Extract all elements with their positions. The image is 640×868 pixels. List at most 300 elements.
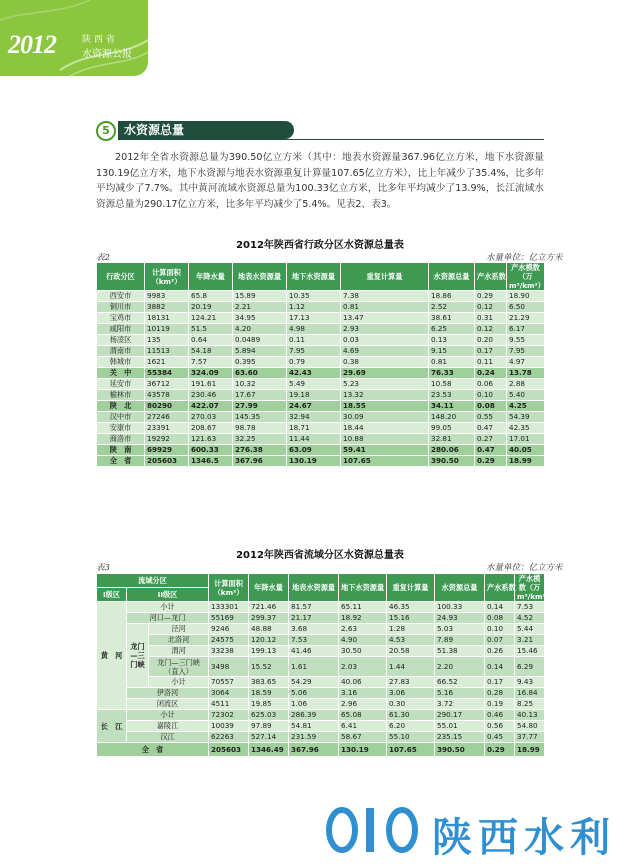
t3-value-cell: 61.30 (387, 710, 435, 721)
t2-value-cell: 0.47 (475, 423, 507, 434)
table-row (97, 390, 545, 401)
t2-value-cell: 191.61 (189, 379, 233, 390)
t2-value-cell: 17.67 (233, 390, 287, 401)
t2-value-cell: 38.61 (429, 313, 475, 324)
table-row (97, 412, 545, 423)
t3-value-cell: 7.89 (435, 635, 485, 646)
t3-value-cell: 54.80 (515, 721, 545, 732)
t2-value-cell: 18131 (145, 313, 189, 324)
t3-value-cell: 54.81 (289, 721, 339, 732)
table-row (97, 657, 545, 677)
t2-value-cell: 4.69 (341, 346, 429, 357)
t2-value-cell: 0.31 (475, 313, 507, 324)
t3-value-cell: 7.53 (289, 635, 339, 646)
t2-value-cell: 24.67 (287, 401, 341, 412)
t3-value-cell: 100.33 (435, 602, 485, 613)
t3-value-cell: 107.65 (387, 743, 435, 757)
t2-value-cell: 0.55 (475, 412, 507, 423)
t3-value-cell: 0.07 (485, 635, 515, 646)
table-row (97, 423, 545, 434)
table3 (96, 573, 553, 757)
t3-value-cell: 4.52 (515, 613, 545, 624)
section-rule (118, 139, 544, 140)
table-row (97, 699, 545, 710)
t2-value-cell: 27246 (145, 412, 189, 423)
t3-value-cell: 0.30 (387, 699, 435, 710)
table-row (97, 721, 545, 732)
t3-value-cell: 0.28 (485, 688, 515, 699)
t2-value-cell: 0.10 (475, 390, 507, 401)
t2-value-cell: 0.47 (475, 445, 507, 456)
t2-value-cell: 4.20 (233, 324, 287, 335)
t2-value-cell: 0.13 (429, 335, 475, 346)
t2-value-cell: 0.27 (475, 434, 507, 445)
t2-value-cell: 43578 (145, 390, 189, 401)
table2-title: 2012年陕西省行政分区水资源总量表 (236, 240, 404, 251)
t2-value-cell: 7.38 (341, 291, 429, 302)
t2-value-cell: 29.69 (341, 368, 429, 379)
table-row (97, 313, 545, 324)
t3-value-cell: 97.89 (249, 721, 289, 732)
t2-value-cell: 208.67 (189, 423, 233, 434)
table-row (97, 302, 545, 313)
t2-value-cell: 34.11 (429, 401, 475, 412)
t3-subregion-cell: 渭河 (149, 646, 209, 657)
t3-group-longmen: 龙门—三门峡 (127, 624, 149, 688)
t3-subregion-cell: 闭流区 (127, 699, 209, 710)
t2-value-cell: 0.38 (341, 357, 429, 368)
t2-region-cell: 全 省 (97, 456, 145, 467)
t2-value-cell: 1346.5 (189, 456, 233, 467)
t3-value-cell: 10039 (209, 721, 249, 732)
t3-value-cell: 2.96 (339, 699, 387, 710)
t2-header: 地表水资源量 (233, 263, 287, 291)
t2-value-cell: 0.81 (341, 302, 429, 313)
t2-value-cell: 4.97 (507, 357, 545, 368)
t3-value-cell: 18.99 (515, 743, 545, 757)
t3-header: 产水模数（万m³/km²） (515, 574, 545, 602)
t3-value-cell: 6.41 (339, 721, 387, 732)
t3-value-cell: 48.88 (249, 624, 289, 635)
t2-value-cell: 121.63 (189, 434, 233, 445)
table-row (97, 434, 545, 445)
t3-value-cell: 54.29 (289, 677, 339, 688)
t2-value-cell: 10.58 (429, 379, 475, 390)
t3-header-level1: I级区 (97, 588, 127, 602)
t2-value-cell: 6.17 (507, 324, 545, 335)
table2-label: 表2 (96, 253, 110, 263)
t2-value-cell: 280.06 (429, 445, 475, 456)
t3-value-cell: 18.92 (339, 613, 387, 624)
t3-value-cell: 8.25 (515, 699, 545, 710)
t2-value-cell: 18.71 (287, 423, 341, 434)
t3-value-cell: 3.68 (289, 624, 339, 635)
t2-value-cell: 99.05 (429, 423, 475, 434)
t2-value-cell: 18.90 (507, 291, 545, 302)
t3-value-cell: 3498 (209, 657, 249, 677)
t2-value-cell: 15.89 (233, 291, 287, 302)
t3-value-cell: 55169 (209, 613, 249, 624)
t3-subregion-cell: 伊洛河 (127, 688, 209, 699)
t2-value-cell: 10.88 (341, 434, 429, 445)
t3-header: 产水系数 (485, 574, 515, 602)
t2-value-cell: 270.03 (189, 412, 233, 423)
table-row (97, 613, 545, 624)
table3-title: 2012年陕西省流域分区水资源总量表 (236, 550, 404, 561)
t2-header: 产水系数 (475, 263, 507, 291)
t3-value-cell: 130.19 (339, 743, 387, 757)
t2-value-cell: 10.35 (287, 291, 341, 302)
t2-value-cell: 230.46 (189, 390, 233, 401)
t2-header: 地下水资源量 (287, 263, 341, 291)
t3-value-cell: 290.17 (435, 710, 485, 721)
t3-value-cell: 20.58 (387, 646, 435, 657)
t2-value-cell: 30.09 (341, 412, 429, 423)
t2-value-cell: 19292 (145, 434, 189, 445)
table-row (97, 335, 545, 346)
t2-value-cell: 40.05 (507, 445, 545, 456)
t3-value-cell: 30.50 (339, 646, 387, 657)
t2-value-cell: 6.25 (429, 324, 475, 335)
t2-value-cell: 9983 (145, 291, 189, 302)
t3-value-cell: 2.63 (339, 624, 387, 635)
t2-value-cell: 0.11 (475, 357, 507, 368)
t3-value-cell: 40.13 (515, 710, 545, 721)
t3-header: 地下水资源量 (339, 574, 387, 602)
t2-value-cell: 18.86 (429, 291, 475, 302)
t2-value-cell: 18.99 (507, 456, 545, 467)
t2-value-cell: 7.57 (189, 357, 233, 368)
t2-value-cell: 107.65 (341, 456, 429, 467)
table2-unit: 水量单位：亿立方米 (486, 253, 563, 263)
section-number: 5 (96, 121, 116, 141)
t2-header: 计算面积（km²） (145, 263, 189, 291)
t3-value-cell: 15.46 (515, 646, 545, 657)
section-header (96, 120, 544, 140)
t3-value-cell: 27.83 (387, 677, 435, 688)
t3-value-cell: 0.19 (485, 699, 515, 710)
t3-value-cell: 0.26 (485, 646, 515, 657)
t2-value-cell: 65.8 (189, 291, 233, 302)
t3-value-cell: 199.13 (249, 646, 289, 657)
t3-value-cell: 2.03 (339, 657, 387, 677)
table-row (97, 743, 545, 757)
t2-header: 行政分区 (97, 263, 145, 291)
t2-value-cell: 276.38 (233, 445, 287, 456)
t3-value-cell: 51.38 (435, 646, 485, 657)
t3-value-cell: 72302 (209, 710, 249, 721)
t2-value-cell: 13.32 (341, 390, 429, 401)
t2-value-cell: 32.81 (429, 434, 475, 445)
t3-value-cell: 4.53 (387, 635, 435, 646)
t2-value-cell: 10.32 (233, 379, 287, 390)
t2-value-cell: 0.79 (287, 357, 341, 368)
t3-value-cell: 0.29 (485, 743, 515, 757)
t3-value-cell: 3.06 (387, 688, 435, 699)
table-row (97, 732, 545, 743)
t3-subregion-cell: 汉江 (127, 732, 209, 743)
t3-value-cell: 0.08 (485, 613, 515, 624)
t2-region-cell: 延安市 (97, 379, 145, 390)
t3-value-cell: 70557 (209, 677, 249, 688)
t3-subregion-cell: 小计 (149, 677, 209, 688)
t2-value-cell: 0.11 (287, 335, 341, 346)
t2-value-cell: 54.39 (507, 412, 545, 423)
t3-value-cell: 65.08 (339, 710, 387, 721)
t2-header: 重复计算量 (341, 263, 429, 291)
t2-value-cell: 0.81 (429, 357, 475, 368)
t2-value-cell: 27.99 (233, 401, 287, 412)
t3-group-yellow: 黄 河 (97, 602, 127, 710)
t2-value-cell: 21.29 (507, 313, 545, 324)
t3-value-cell: 205603 (209, 743, 249, 757)
t2-value-cell: 69929 (145, 445, 189, 456)
t3-value-cell: 4.90 (339, 635, 387, 646)
t2-value-cell: 34.95 (233, 313, 287, 324)
t3-value-cell: 299.37 (249, 613, 289, 624)
t3-value-cell: 46.35 (387, 602, 435, 613)
t3-value-cell: 18.59 (249, 688, 289, 699)
t2-header: 水资源总量 (429, 263, 475, 291)
t2-value-cell: 390.50 (429, 456, 475, 467)
t2-value-cell: 42.35 (507, 423, 545, 434)
t2-region-cell: 咸阳市 (97, 324, 145, 335)
t3-value-cell: 3.16 (339, 688, 387, 699)
t3-value-cell: 390.50 (435, 743, 485, 757)
t2-value-cell: 5.894 (233, 346, 287, 357)
table-row (97, 624, 545, 635)
t2-value-cell: 17.01 (507, 434, 545, 445)
t3-value-cell: 231.59 (289, 732, 339, 743)
t3-value-cell: 55.01 (435, 721, 485, 732)
body-paragraph: 2012年全省水资源总量为390.50亿立方米（其中：地表水资源量367.96亿立方米，地下水资源量130.19亿立方米，地下水资源与地表水资源重复计算量107.65亿立方米），比上年减少了35.4%，比多年平均减少了7.7%。其中黄河流域水资源总量为100.33亿立方米，比多年平均减少了13.9%，长江流域水资源总量为290.17亿立方米，比多年平均减少了5.4%。见表2、表3。 (96, 152, 544, 210)
table-row (97, 688, 545, 699)
t2-value-cell: 42.43 (287, 368, 341, 379)
t3-value-cell: 0.17 (485, 677, 515, 688)
t2-value-cell: 6.50 (507, 302, 545, 313)
t2-value-cell: 7.95 (507, 346, 545, 357)
t3-value-cell: 15.52 (249, 657, 289, 677)
t3-value-cell: 0.14 (485, 657, 515, 677)
t2-value-cell: 3882 (145, 302, 189, 313)
t2-value-cell: 17.13 (287, 313, 341, 324)
t3-header: 水资源总量 (435, 574, 485, 602)
t2-value-cell: 0.29 (475, 291, 507, 302)
t2-value-cell: 7.95 (287, 346, 341, 357)
t3-value-cell: 33238 (209, 646, 249, 657)
t3-value-cell: 6.20 (387, 721, 435, 732)
t3-value-cell: 133301 (209, 602, 249, 613)
t2-value-cell: 98.78 (233, 423, 287, 434)
t2-value-cell: 32.94 (287, 412, 341, 423)
t2-value-cell: 422.07 (189, 401, 233, 412)
t3-value-cell: 37.77 (515, 732, 545, 743)
t3-subregion-cell: 龙门—三门峡（直入） (149, 657, 209, 677)
table2 (96, 262, 545, 467)
t2-value-cell: 63.09 (287, 445, 341, 456)
t3-value-cell: 41.46 (289, 646, 339, 657)
t2-value-cell: 55384 (145, 368, 189, 379)
t2-value-cell: 18.44 (341, 423, 429, 434)
t3-subregion-cell: 嘉陵江 (127, 721, 209, 732)
t2-region-cell: 渭南市 (97, 346, 145, 357)
header-banner (0, 0, 148, 76)
t3-value-cell: 1.61 (289, 657, 339, 677)
t2-value-cell: 11513 (145, 346, 189, 357)
t2-value-cell: 63.60 (233, 368, 287, 379)
t2-value-cell: 0.64 (189, 335, 233, 346)
t2-value-cell: 5.40 (507, 390, 545, 401)
t2-value-cell: 2.93 (341, 324, 429, 335)
t3-header: 计算面积（km²） (209, 574, 249, 602)
table-row (97, 401, 545, 412)
t2-value-cell: 4.25 (507, 401, 545, 412)
t3-value-cell: 0.56 (485, 721, 515, 732)
t3-value-cell: 3.72 (435, 699, 485, 710)
t2-value-cell: 148.20 (429, 412, 475, 423)
t2-value-cell: 9.15 (429, 346, 475, 357)
t2-value-cell: 0.29 (475, 456, 507, 467)
t3-value-cell: 0.46 (485, 710, 515, 721)
table-row (97, 357, 545, 368)
table-row (97, 677, 545, 688)
t3-value-cell: 21.17 (289, 613, 339, 624)
t2-value-cell: 0.12 (475, 302, 507, 313)
t3-value-cell: 66.52 (435, 677, 485, 688)
section-title: 水资源总量 (118, 121, 294, 139)
t2-value-cell: 10119 (145, 324, 189, 335)
t2-value-cell: 80290 (145, 401, 189, 412)
table-row (97, 368, 545, 379)
t3-value-cell: 5.06 (289, 688, 339, 699)
t3-value-cell: 19.85 (249, 699, 289, 710)
table3-unit: 水量单位：亿立方米 (486, 563, 563, 573)
t3-value-cell: 0.14 (485, 602, 515, 613)
t2-value-cell: 135 (145, 335, 189, 346)
t3-value-cell: 235.15 (435, 732, 485, 743)
t2-header: 年降水量 (189, 263, 233, 291)
t2-region-cell: 铜川市 (97, 302, 145, 313)
t2-region-cell: 宝鸡市 (97, 313, 145, 324)
t2-value-cell: 2.21 (233, 302, 287, 313)
t3-value-cell: 62263 (209, 732, 249, 743)
t3-value-cell: 1.06 (289, 699, 339, 710)
header-year: 2012 (8, 30, 56, 59)
header-line2: 水资源公报 (82, 49, 132, 60)
table-row (97, 346, 545, 357)
t2-value-cell: 145.35 (233, 412, 287, 423)
t2-region-cell: 陕 北 (97, 401, 145, 412)
t2-value-cell: 0.17 (475, 346, 507, 357)
logo-text: 陕西水利 (432, 815, 616, 861)
t2-value-cell: 18.55 (341, 401, 429, 412)
t3-value-cell: 5.16 (435, 688, 485, 699)
t3-value-cell: 6.29 (515, 657, 545, 677)
t2-region-cell: 韩城市 (97, 357, 145, 368)
t2-value-cell: 13.78 (507, 368, 545, 379)
t2-value-cell: 13.47 (341, 313, 429, 324)
t3-value-cell: 55.10 (387, 732, 435, 743)
table-row (97, 379, 545, 390)
t2-value-cell: 0.24 (475, 368, 507, 379)
t3-value-cell: 367.96 (289, 743, 339, 757)
t2-value-cell: 19.18 (287, 390, 341, 401)
t3-value-cell: 40.06 (339, 677, 387, 688)
t2-value-cell: 11.44 (287, 434, 341, 445)
water-logo-icon (322, 800, 430, 856)
t2-header: 产水模数（万m³/km²） (507, 263, 545, 291)
t3-value-cell: 15.16 (387, 613, 435, 624)
t2-value-cell: 0.03 (341, 335, 429, 346)
t2-value-cell: 9.55 (507, 335, 545, 346)
t3-subregion-cell: 泾河 (149, 624, 209, 635)
t3-value-cell: 286.39 (289, 710, 339, 721)
t3-value-cell: 1.44 (387, 657, 435, 677)
t2-value-cell: 5.23 (341, 379, 429, 390)
t2-region-cell: 西安市 (97, 291, 145, 302)
header-line1: 陕西省 (82, 35, 119, 45)
t3-value-cell: 9.43 (515, 677, 545, 688)
t2-value-cell: 0.395 (233, 357, 287, 368)
t3-value-cell: 625.03 (249, 710, 289, 721)
t2-value-cell: 2.52 (429, 302, 475, 313)
t2-value-cell: 124.21 (189, 313, 233, 324)
t2-value-cell: 4.98 (287, 324, 341, 335)
t2-value-cell: 1.12 (287, 302, 341, 313)
t3-value-cell: 527.14 (249, 732, 289, 743)
t2-value-cell: 0.0489 (233, 335, 287, 346)
footer-logo (322, 800, 622, 861)
t2-value-cell: 76.33 (429, 368, 475, 379)
t3-group-province: 全 省 (97, 743, 209, 757)
t3-subregion-cell: 河口—龙门 (127, 613, 209, 624)
t2-value-cell: 0.20 (475, 335, 507, 346)
t2-value-cell: 59.41 (341, 445, 429, 456)
t3-value-cell: 1.28 (387, 624, 435, 635)
t3-value-cell: 383.65 (249, 677, 289, 688)
t3-value-cell: 58.67 (339, 732, 387, 743)
t3-value-cell: 9246 (209, 624, 249, 635)
t3-value-cell: 1346.49 (249, 743, 289, 757)
t2-value-cell: 23.53 (429, 390, 475, 401)
t2-value-cell: 0.12 (475, 324, 507, 335)
t3-value-cell: 24.93 (435, 613, 485, 624)
t3-value-cell: 65.11 (339, 602, 387, 613)
t3-value-cell: 0.10 (485, 624, 515, 635)
t2-value-cell: 1621 (145, 357, 189, 368)
t3-value-cell: 5.03 (435, 624, 485, 635)
t2-region-cell: 安康市 (97, 423, 145, 434)
t2-value-cell: 130.19 (287, 456, 341, 467)
t3-group-yangtze: 长 江 (97, 710, 127, 743)
t2-value-cell: 51.5 (189, 324, 233, 335)
table-row (97, 445, 545, 456)
t3-value-cell: 5.44 (515, 624, 545, 635)
t2-region-cell: 杨凌区 (97, 335, 145, 346)
t3-value-cell: 7.53 (515, 602, 545, 613)
t2-region-cell: 汉中市 (97, 412, 145, 423)
t2-value-cell: 2.88 (507, 379, 545, 390)
t2-value-cell: 5.49 (287, 379, 341, 390)
t3-value-cell: 16.84 (515, 688, 545, 699)
t2-region-cell: 关 中 (97, 368, 145, 379)
t2-value-cell: 32.25 (233, 434, 287, 445)
t3-header: 重复计算量 (387, 574, 435, 602)
t3-header-level2: II级区 (127, 588, 209, 602)
t3-subregion-cell: 小计 (127, 710, 209, 721)
t3-value-cell: 721.46 (249, 602, 289, 613)
t2-value-cell: 324.09 (189, 368, 233, 379)
